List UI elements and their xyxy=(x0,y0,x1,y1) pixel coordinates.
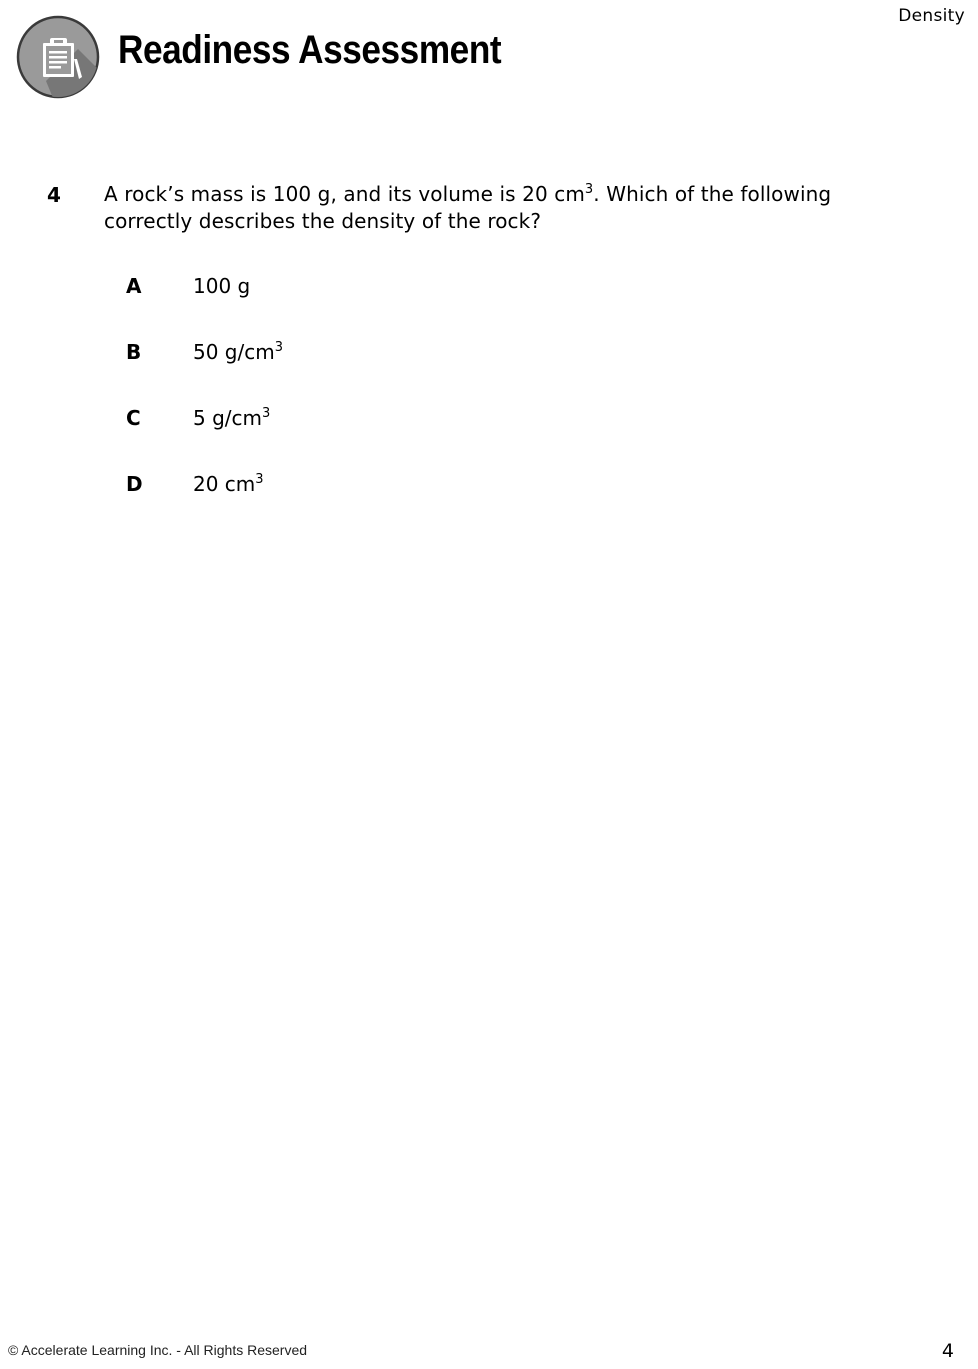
choice-text xyxy=(193,472,264,496)
page-number: 4 xyxy=(941,1340,954,1362)
choice-text xyxy=(193,274,250,298)
choice-text-main: 100 g xyxy=(193,274,251,298)
choice-text-superscript: 3 xyxy=(262,406,271,421)
clipboard-icon xyxy=(16,15,102,101)
choice-text-main: 5 g/cm xyxy=(193,406,262,430)
question-text-part: . Which of the following correctly describes the density of the rock? xyxy=(104,182,832,233)
choice-text xyxy=(193,406,270,430)
question-number: 4 xyxy=(47,183,61,207)
choice-text-main: 20 cm xyxy=(193,472,256,496)
choice-text-superscript: 3 xyxy=(255,472,264,487)
page-title: Readiness Assessment xyxy=(118,28,502,72)
question-text xyxy=(104,181,924,235)
topic-label: Density xyxy=(898,6,965,26)
question-text-superscript: 3 xyxy=(584,182,594,197)
choice-letter: B xyxy=(126,340,142,364)
choice-text xyxy=(193,340,283,364)
choice-text-main: 50 g/cm xyxy=(193,340,275,364)
choice-letter: A xyxy=(126,274,142,298)
copyright-notice: © Accelerate Learning Inc. - All Rights Reserved xyxy=(8,1342,308,1358)
choice-letter: C xyxy=(126,406,141,430)
choice-text-superscript: 3 xyxy=(274,340,283,355)
question-text-part: A rock’s mass is 100 g, and its volume is 20 cm xyxy=(104,182,585,206)
choice-letter: D xyxy=(126,472,143,496)
